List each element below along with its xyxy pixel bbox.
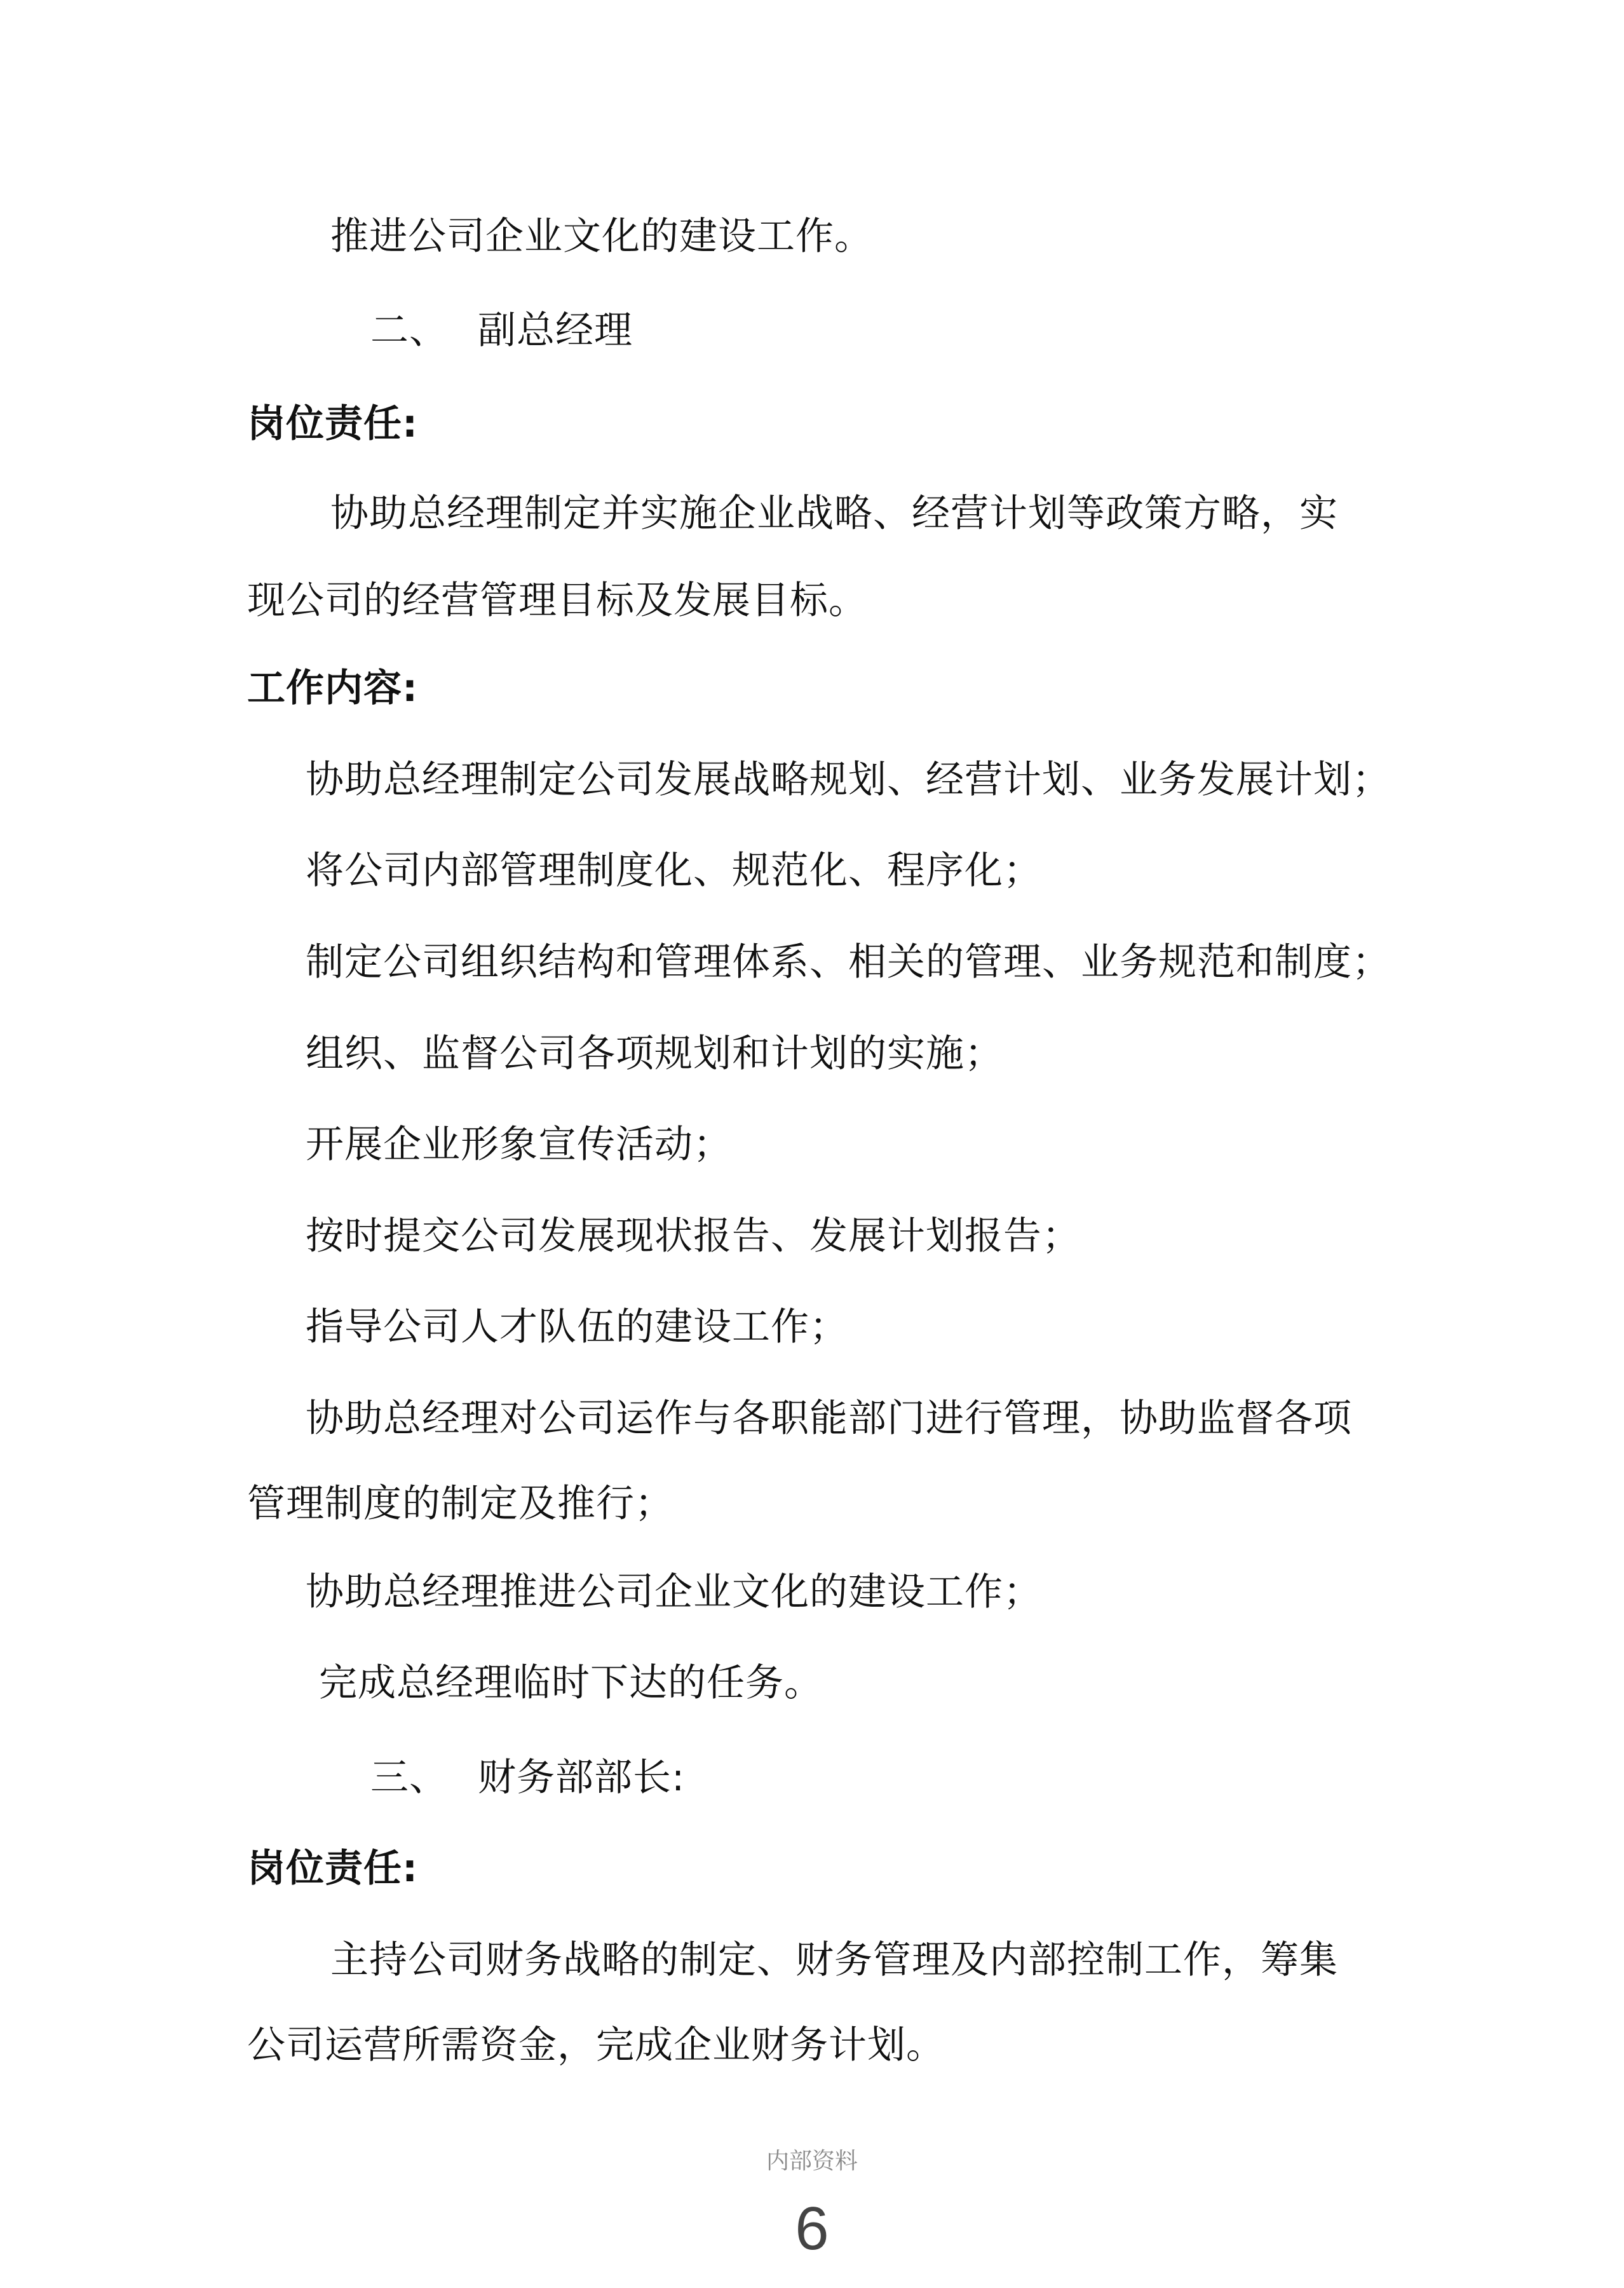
list-item: 协助总经理对公司运作与各职能部门进行管理，协助监督各项 [306, 1396, 1352, 1441]
subheading-work-content: 工作内容: [247, 666, 418, 711]
list-item: 协助总经理制定公司发展战略规划、经营计划、业务发展计划； [306, 758, 1391, 802]
list-item: 开展企业形象宣传活动； [306, 1122, 732, 1167]
list-item: 完成总经理临时下达的任务。 [319, 1661, 823, 1705]
list-item: 将公司内部管理制度化、规范化、程序化； [306, 848, 1042, 893]
list-item: 制定公司组织结构和管理体系、相关的管理、业务规范和制度； [306, 940, 1391, 984]
list-item: 组织、监督公司各项规划和计划的实施； [306, 1032, 1003, 1076]
paragraph-line: 主持公司财务战略的制定、财务管理及内部控制工作，筹集 [330, 1938, 1338, 1982]
subheading-responsibility: 岗位责任: [247, 402, 418, 446]
list-item: 按时提交公司发展现状报告、发展计划报告； [306, 1214, 1081, 1258]
section-heading-title: 副总经理 [478, 308, 633, 353]
subheading-responsibility: 岗位责任: [247, 1846, 418, 1891]
paragraph-line: 公司运营所需资金，完成企业财务计划。 [247, 2023, 945, 2067]
footer-label: 内部资料 [766, 2148, 858, 2174]
page-number: 6 [795, 2195, 829, 2263]
list-item-continuation: 管理制度的制定及推行； [247, 1481, 673, 1526]
paragraph-line: 协助总经理制定并实施企业战略、经营计划等政策方略，实 [330, 491, 1338, 536]
section-heading-title: 财务部部长: [478, 1755, 686, 1800]
section-heading-number: 三、 [370, 1755, 448, 1800]
paragraph-line: 推进公司企业文化的建设工作。 [330, 214, 873, 259]
list-item: 指导公司人才队伍的建设工作； [306, 1305, 848, 1349]
list-item: 协助总经理推进公司企业文化的建设工作； [306, 1570, 1042, 1614]
paragraph-line: 现公司的经营管理目标及发展目标。 [247, 578, 867, 623]
section-heading-number: 二、 [370, 308, 448, 353]
